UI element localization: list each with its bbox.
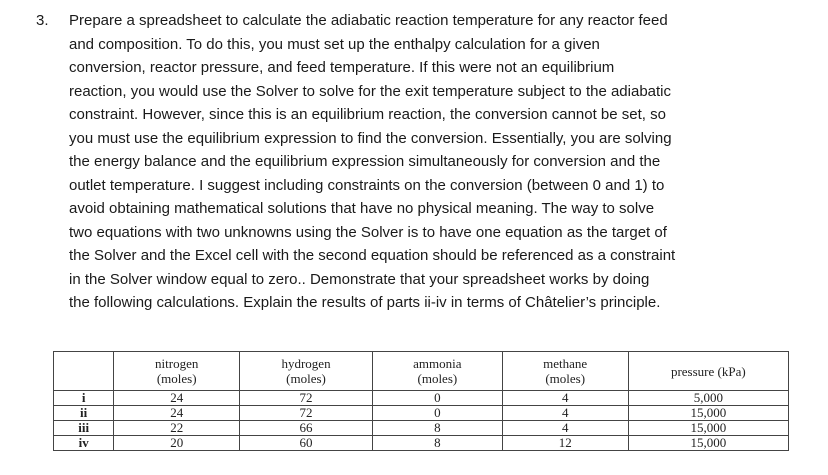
feed-composition-table <box>53 351 789 451</box>
row-label: i <box>54 391 114 406</box>
header-name: pressure (kPa) <box>670 363 746 379</box>
header-unit: (moles) <box>545 371 586 386</box>
cell-nitrogen: 24 <box>114 391 240 406</box>
cell-ammonia: 8 <box>372 421 502 436</box>
question-line: the following calculations. Explain the results of parts ii-iv in terms of Châtelier’s principle. <box>69 294 661 311</box>
table-header-row <box>54 352 789 391</box>
question-line: you must use the equilibrium expression to find the conversion. Essentially, you are solving <box>69 129 672 147</box>
cell-hydrogen: 66 <box>240 421 373 436</box>
header-unit: (moles) <box>286 371 326 386</box>
question-line: outlet temperature. I suggest including constraints on the conversion (between 0 and 1) to <box>69 176 665 194</box>
header-cell-label <box>54 352 114 391</box>
header-name: hydrogen <box>281 356 331 371</box>
header-name: ammonia <box>413 356 462 371</box>
header-unit: (moles) <box>156 371 197 386</box>
cell-pressure: 5,000 <box>628 391 788 406</box>
table-row <box>54 391 789 406</box>
cell-pressure: 15,000 <box>628 421 788 436</box>
question-line: constraint. However, since this is an equilibrium reaction, the conversion cannot be set, so <box>69 106 666 123</box>
table-row <box>54 436 789 451</box>
header-cell-hydrogen <box>240 352 373 391</box>
question-line: Prepare a spreadsheet to calculate the adiabatic reaction temperature for any reactor feed <box>69 12 668 29</box>
cell-pressure: 15,000 <box>628 436 788 451</box>
cell-ammonia: 0 <box>372 406 502 421</box>
question-line: in the Solver window equal to zero.. Demonstrate that your spreadsheet works by doing <box>69 270 650 288</box>
cell-ammonia: 8 <box>372 436 502 451</box>
cell-hydrogen: 72 <box>240 391 373 406</box>
cell-methane: 12 <box>502 436 628 451</box>
question-line: avoid obtaining mathematical solutions that have no physical meaning. The way to solve <box>69 200 655 217</box>
header-unit: (moles) <box>417 371 458 386</box>
header-name: methane <box>543 356 588 371</box>
cell-pressure: 15,000 <box>628 406 788 421</box>
header-cell-ammonia <box>372 352 502 391</box>
table-row <box>54 421 789 436</box>
row-label: iv <box>54 436 114 451</box>
question-number: 3. <box>36 12 49 29</box>
question-line: the energy balance and the equilibrium expression simultaneously for conversion and the <box>69 153 661 170</box>
question-line: reaction, you would use the Solver to solve for the exit temperature subject to the adiabatic <box>69 82 672 100</box>
cell-methane: 4 <box>502 406 628 421</box>
cell-hydrogen: 60 <box>240 436 373 451</box>
question-line: conversion, reactor pressure, and feed temperature. If this were not an equilibrium <box>69 59 615 76</box>
cell-methane: 4 <box>502 391 628 406</box>
question-line: the Solver and the Excel cell with the second equation should be referenced as a constraint <box>69 247 676 264</box>
cell-ammonia: 0 <box>372 391 502 406</box>
header-cell-methane <box>502 352 628 391</box>
table-row <box>54 406 789 421</box>
question-line: two equations with two unknowns using the Solver is to have one equation as the target of <box>69 223 667 241</box>
header-cell-nitrogen <box>114 352 240 391</box>
row-label: ii <box>54 406 114 421</box>
cell-nitrogen: 24 <box>114 406 240 421</box>
header-name: nitrogen <box>155 356 199 371</box>
row-label: iii <box>54 421 114 436</box>
question-text <box>69 9 809 315</box>
question-line: and composition. To do this, you must set up the enthalpy calculation for a given <box>69 35 600 53</box>
cell-nitrogen: 20 <box>114 436 240 451</box>
cell-nitrogen: 22 <box>114 421 240 436</box>
cell-hydrogen: 72 <box>240 406 373 421</box>
header-cell-pressure <box>628 352 788 391</box>
cell-methane: 4 <box>502 421 628 436</box>
